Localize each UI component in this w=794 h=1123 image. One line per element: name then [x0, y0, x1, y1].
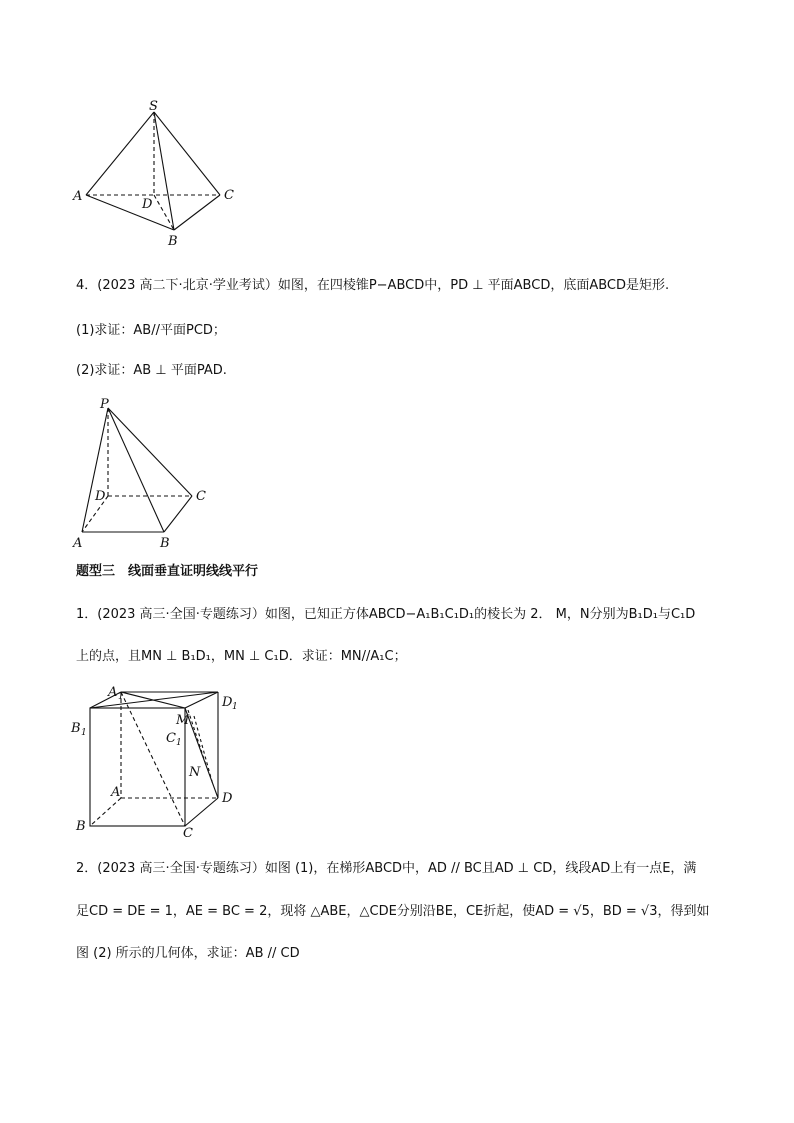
label-b: B	[168, 234, 178, 249]
label-d: D	[222, 791, 233, 806]
label-c1: C	[166, 731, 176, 746]
label-c: C	[224, 188, 234, 203]
problem1-line1: 1．(2023 高三·全国·专题练习）如图，已知正方体ABCD−A₁B₁C₁D₁的棱长为 2． M，N分别为B₁D₁与C₁D	[76, 607, 696, 622]
label-p: P	[100, 397, 109, 412]
problem2-line2: 足CD = DE = 1，AE = BC = 2，现将 △ABE，△CDE分别沿BE，CE折起，使AD = √5，BD = √3，得到如	[76, 904, 710, 919]
label-m: M	[176, 713, 190, 728]
label-c1-sub: 1	[176, 738, 182, 748]
label-a1: A	[108, 685, 118, 700]
label-a: A	[73, 536, 83, 551]
problem1-line2: 上的点，且MN ⊥ B₁D₁，MN ⊥ C₁D．求证：MN//A₁C；	[76, 649, 407, 664]
label-d: D	[95, 489, 106, 504]
label-d1: D	[222, 695, 233, 710]
label-a1-sub: 1	[118, 692, 124, 702]
label-a: A	[73, 189, 83, 204]
section-title: 题型三 线面垂直证明线线平行	[76, 564, 259, 579]
problem4-part1: (1)求证：AB//平面PCD；	[76, 323, 226, 338]
pyramid-pabcd-figure	[68, 392, 218, 552]
problem4-stem: 4．(2023 高二下·北京·学业考试）如图，在四棱锥P−ABCD中，PD ⊥ 平面ABCD，底面ABCD是矩形.	[76, 278, 670, 293]
problem2-line3: 图 (2) 所示的几何体，求证：AB // CD	[76, 946, 300, 961]
label-b: B	[76, 819, 86, 834]
label-d: D	[142, 197, 153, 212]
pyramid-sabcd-figure	[70, 100, 250, 250]
label-n: N	[189, 765, 201, 780]
label-b1-sub: 1	[81, 728, 87, 738]
cube-figure	[68, 680, 248, 840]
label-d1-sub: 1	[232, 702, 238, 712]
label-c: C	[196, 489, 206, 504]
problem2-line1: 2．(2023 高三·全国·专题练习）如图 (1)，在梯形ABCD中，AD // BC且AD ⊥ CD，线段AD上有一点E，满	[76, 861, 697, 876]
problem4-part2: (2)求证：AB ⊥ 平面PAD.	[76, 363, 227, 378]
label-b: B	[160, 536, 170, 551]
label-c: C	[183, 826, 193, 840]
label-b1: B	[71, 721, 81, 736]
label-s: S	[149, 100, 158, 114]
label-a: A	[111, 785, 121, 800]
